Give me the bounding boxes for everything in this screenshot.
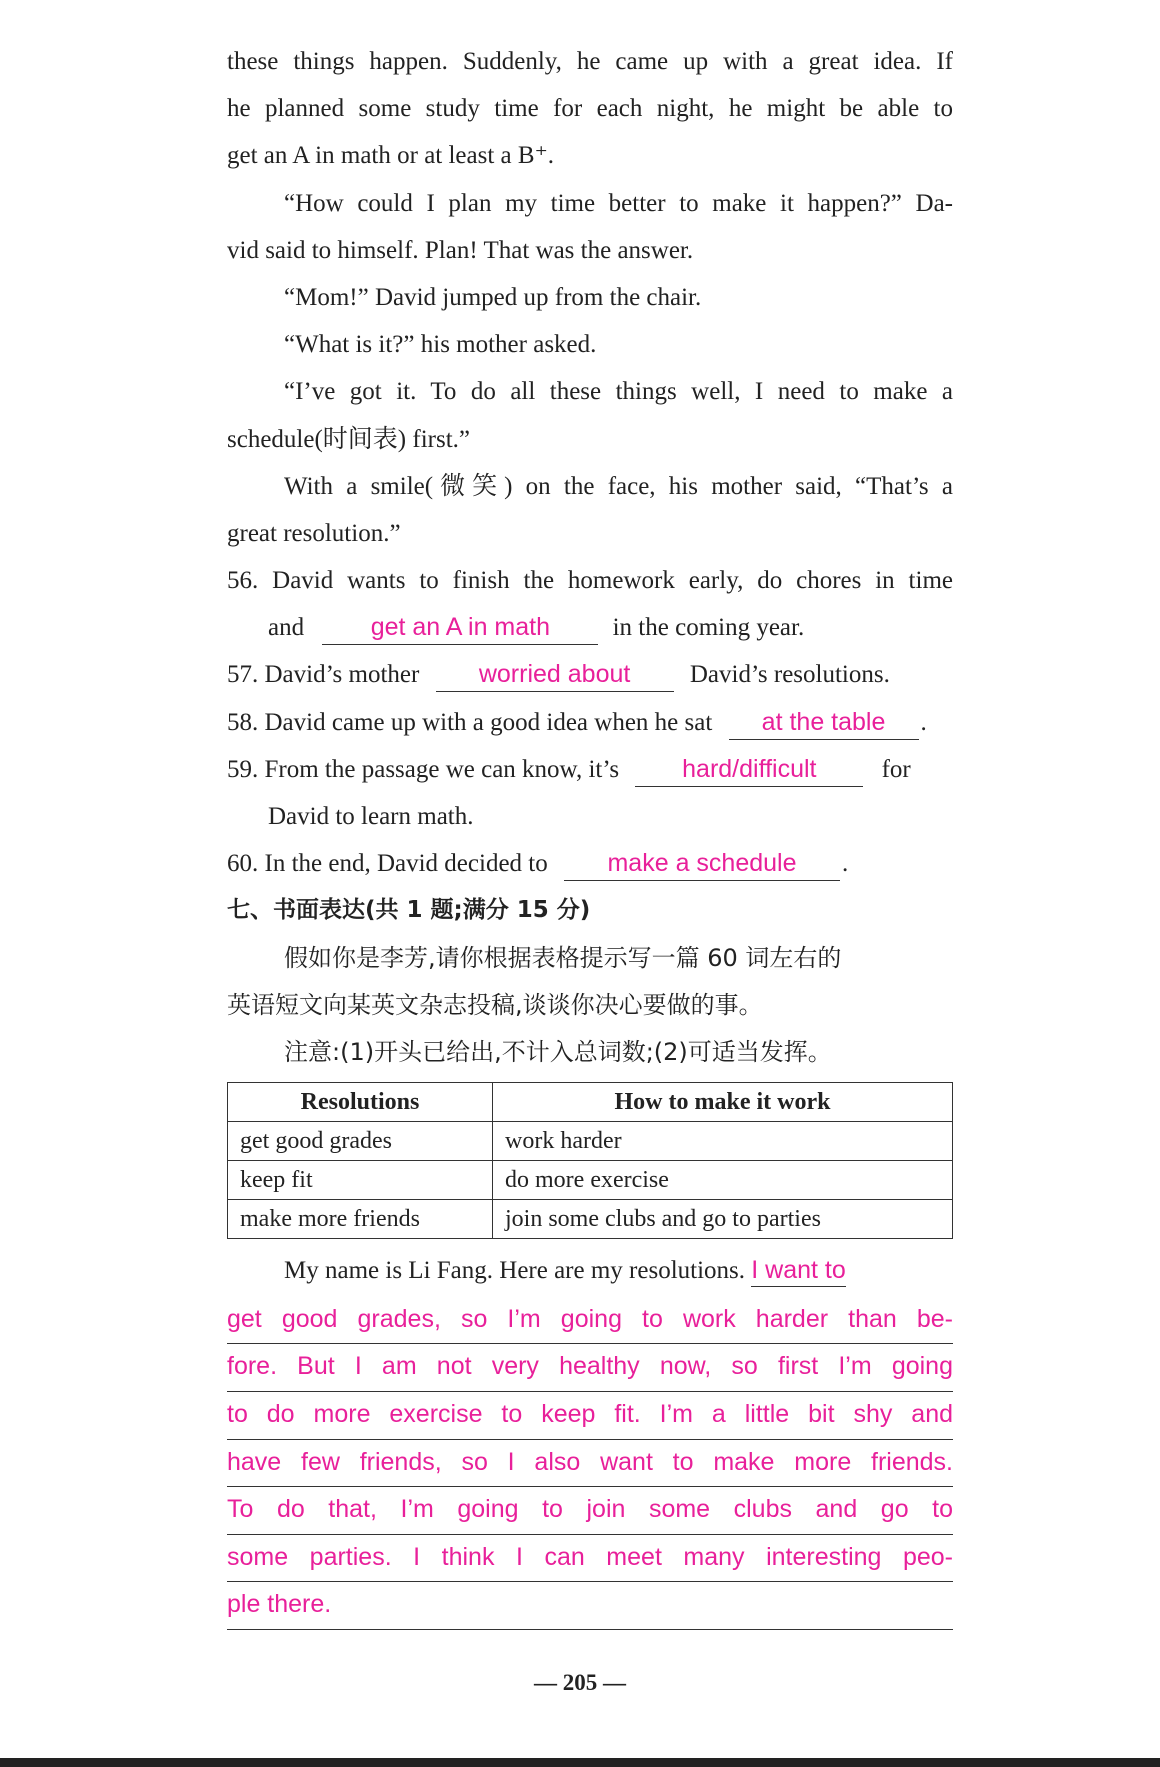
page-number: — 205 —	[534, 1670, 626, 1695]
question-text: 59. From the passage we can know, it’s	[227, 755, 620, 783]
table-cell: get good grades	[228, 1122, 493, 1161]
passage-line: “Mom!” David jumped up from the chair.	[284, 283, 702, 311]
passage-line: “What is it?” his mother asked.	[284, 331, 597, 359]
table-header: How to make it work	[493, 1083, 953, 1122]
table-row	[228, 1200, 953, 1239]
essay-first-line	[227, 1249, 953, 1297]
question-text: and	[268, 614, 305, 642]
question-56	[227, 557, 953, 651]
question-57	[227, 651, 953, 698]
question-text: 60. In the end, David decided to	[227, 850, 548, 878]
page-content	[227, 38, 953, 1630]
question-text: 58. David came up with a good idea when he sat	[227, 708, 713, 736]
essay-answer-line: to do more exercise to keep fit. I’m a little bit shy and	[227, 1392, 953, 1440]
question-59	[227, 746, 953, 840]
passage-line: get an A in math or at least a B⁺.	[227, 142, 555, 170]
essay-answer-line: have few friends, so I also want to make more friends.	[227, 1440, 953, 1488]
passage-line: “How could I plan my time better to make it happen?” Da-	[284, 189, 953, 217]
table-header: Resolutions	[228, 1083, 493, 1122]
question-60	[227, 840, 953, 887]
question-text: 56. David wants to finish the homework early, do chores in time	[227, 567, 953, 595]
table-cell: join some clubs and go to parties	[493, 1200, 953, 1239]
essay-answer-line: To do that, I’m going to join some clubs and go to	[227, 1487, 953, 1535]
passage-line: schedule(时间表) first.”	[227, 425, 470, 453]
question-line	[227, 604, 953, 651]
essay-answer-line: fore. But I am not very healthy now, so first I’m going	[227, 1344, 953, 1392]
question-text: .	[920, 708, 927, 736]
instruction-text: 假如你是李芳,请你根据表格提示写一篇 60 词左右的	[284, 943, 842, 972]
table-cell: work harder	[493, 1122, 953, 1161]
essay-answer-line: get good grades, so I’m going to work harder than be-	[227, 1297, 953, 1345]
answer-blank[interactable]: hard/difficult	[635, 754, 863, 787]
passage-line: With a smile(微笑) on the face, his mother said, “That’s a	[284, 472, 953, 500]
instruction-text: 英语短文向某英文杂志投稿,谈谈你决心要做的事。	[227, 990, 763, 1019]
question-text: for	[881, 755, 911, 783]
table-row	[228, 1122, 953, 1161]
passage-line: he planned some study time for each night, he might be able to	[227, 95, 953, 123]
table-cell: keep fit	[228, 1161, 493, 1200]
table-row	[228, 1161, 953, 1200]
answer-blank[interactable]: get an A in math	[322, 612, 598, 645]
question-text: 57. David’s mother	[227, 661, 420, 689]
bottom-edge-bar	[0, 1758, 1160, 1767]
essay-start: My name is Li Fang. Here are my resolutions.	[284, 1257, 746, 1285]
question-text: David to learn math.	[268, 803, 474, 830]
answer-blank[interactable]: worried about	[436, 659, 674, 692]
answer-blank[interactable]: make a schedule	[564, 848, 840, 881]
essay-answer-line: ple there.	[227, 1582, 953, 1630]
resolutions-table	[227, 1082, 953, 1239]
passage-line: vid said to himself. Plan! That was the answer.	[227, 236, 694, 264]
passage	[227, 38, 953, 557]
question-text: David’s resolutions.	[689, 661, 890, 689]
question-line	[227, 746, 953, 793]
question-text: in the coming year.	[612, 614, 805, 642]
table-cell: make more friends	[228, 1200, 493, 1239]
table-cell: do more exercise	[493, 1161, 953, 1200]
passage-line: these things happen. Suddenly, he came up with a great idea. If	[227, 48, 953, 75]
passage-line: “I’ve got it. To do all these things well, I need to make a	[284, 378, 953, 406]
passage-line: great resolution.”	[227, 519, 401, 547]
question-58	[227, 699, 953, 746]
answer-blank[interactable]: at the table	[729, 707, 919, 740]
essay-answer: I want to	[751, 1254, 846, 1287]
essay-answer-line: some parties. I think I can meet many interesting peo-	[227, 1535, 953, 1583]
section-heading: 七、书面表达(共 1 题;满分 15 分)	[227, 897, 591, 924]
instruction-note: 注意:(1)开头已给出,不计入总词数;(2)可适当发挥。	[284, 1037, 832, 1066]
essay	[227, 1249, 953, 1630]
question-text: .	[842, 850, 849, 878]
